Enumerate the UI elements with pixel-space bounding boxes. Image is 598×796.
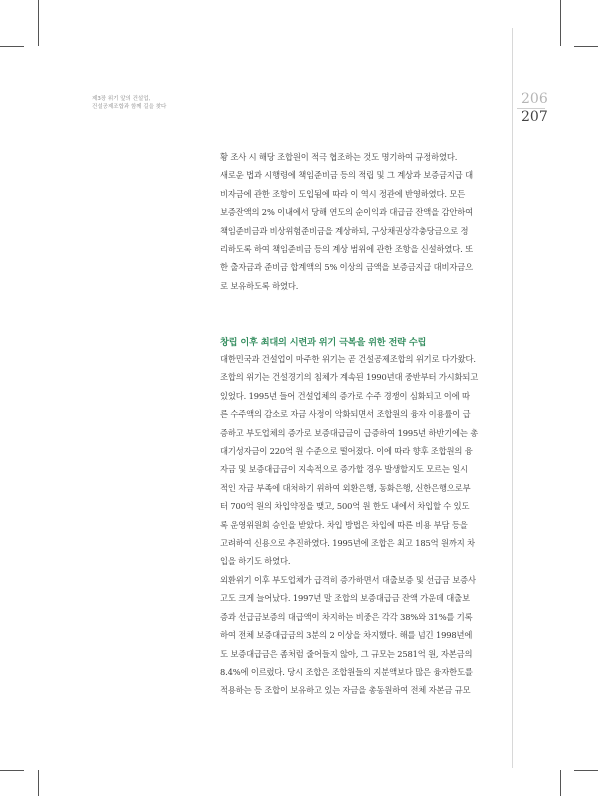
crop-mark <box>0 46 24 47</box>
body-text-line: 비자금에 관한 조항이 도입됨에 따라 이 역시 정관에 반영하였다. 모든 <box>220 188 466 199</box>
margin-rule <box>512 28 513 768</box>
crop-mark <box>574 770 598 771</box>
header-line-2: 건설공제조합과 함께 길을 찾다 <box>92 104 167 110</box>
body-text-line: 자금 및 보증대급금이 지속적으로 증가할 경우 발생할지도 모르는 일시 <box>220 464 468 475</box>
body-text-line: 책임준비금과 비상위험준비금을 계상하되, 구상채권상각충당금으로 정 <box>220 225 469 236</box>
crop-mark <box>0 770 24 771</box>
body-text-line: 조합의 위기는 건설경기의 침체가 계속된 1990년대 중반부터 가시화되고 <box>220 372 479 383</box>
body-text-line: 8.4%에 이르렀다. 당시 조합은 조합원들의 지분액보다 많은 융자한도를 <box>220 666 473 677</box>
crop-mark <box>574 46 598 47</box>
body-text-line: 증하고 부도업체의 증가로 보증대급금이 급증하여 1995년 하반기에는 총 <box>220 427 479 438</box>
page-number-previous: 206 <box>521 91 548 107</box>
body-text-line: 입을 하기도 하였다. <box>220 556 291 567</box>
body-text-line: 하여 전체 보증대급금의 3분의 2 이상을 차지했다. 해를 넘긴 1998년에 <box>220 630 473 641</box>
crop-mark <box>38 0 39 46</box>
body-text-line: 대한민국과 건설업이 마주한 위기는 곧 건설공제조합의 위기로 다가왔다. <box>220 354 476 364</box>
body-text-line: 도 보증대급금은 좀처럼 줄어들지 않아, 그 규모는 2581억 원, 자본금의 <box>220 648 473 659</box>
body-text-line: 고도 크게 늘어났다. 1997년 말 조합의 보증대급금 잔액 가운데 대출보 <box>220 593 470 604</box>
body-text-line: 보증잔액의 2% 이내에서 당해 연도의 순이익과 대급금 잔액을 감안하여 <box>220 207 473 218</box>
body-text-line: 황 조사 시 해당 조합원이 적극 협조하는 것도 명기하여 규정하였다. <box>220 152 458 162</box>
crop-mark <box>38 770 39 796</box>
header-line-1: 제3장 위기 앞의 건설업, <box>92 96 151 102</box>
body-text-line: 적인 자금 부족에 대처하기 위하여 외환은행, 동화은행, 신한은행으로부 <box>220 482 471 493</box>
crop-mark <box>560 770 561 796</box>
body-text-section-1 <box>220 148 504 295</box>
page-number-current: 207 <box>521 109 548 125</box>
crop-mark <box>560 0 561 46</box>
body-text-line: 외환위기 이후 부도업체가 급격히 증가하면서 대출보증 및 선급금 보증사 <box>220 574 476 585</box>
body-text-line: 증과 선급금보증의 대급액이 차지하는 비중은 각각 38%와 31%를 기록 <box>220 611 473 622</box>
body-text-line: 른 수주액의 감소로 자금 사정이 악화되면서 조합원의 융자 이용률이 급 <box>220 409 471 420</box>
body-text-line: 고려하여 신용으로 추진하였다. 1995년에 조합은 최고 185억 원까지 차 <box>220 538 475 549</box>
body-text-line: 록 운영위원회 승인을 받았다. 차입 방법은 차입에 따른 비용 부담 등을 <box>220 519 468 530</box>
body-text-section-2 <box>220 350 504 700</box>
body-text-line: 리하도록 하여 책임준비금 등의 계상 범위에 관한 조항을 신설하였다. 또 <box>220 244 473 255</box>
body-text-line: 있었다. 1995년 들어 건설업체의 증가로 수주 경쟁이 심화되고 이에 따 <box>220 390 470 401</box>
section-heading: 창립 이후 최대의 시련과 위기 극복을 위한 전략 수립 <box>220 337 427 348</box>
running-header <box>92 95 212 111</box>
body-text-line: 새로운 법과 시행령에 책임준비금 등의 적립 및 그 계상과 보증금지급 대 <box>220 170 473 181</box>
body-text-line: 적용하는 등 조합이 보유하고 있는 자금을 총동원하여 전체 자본금 규모 <box>220 685 471 696</box>
body-text-line: 로 보유하도록 하였다. <box>220 280 299 291</box>
body-text-line: 한 출자금과 준비금 합계액의 5% 이상의 금액을 보증금지급 대비자금으 <box>220 262 473 273</box>
body-text-line: 터 700억 원의 차입약정을 맺고, 500억 원 한도 내에서 차입할 수 있도 <box>220 501 470 512</box>
body-text-line: 대기성자금이 220억 원 수준으로 떨어졌다. 이에 따라 향후 조합원의 융 <box>220 446 473 457</box>
